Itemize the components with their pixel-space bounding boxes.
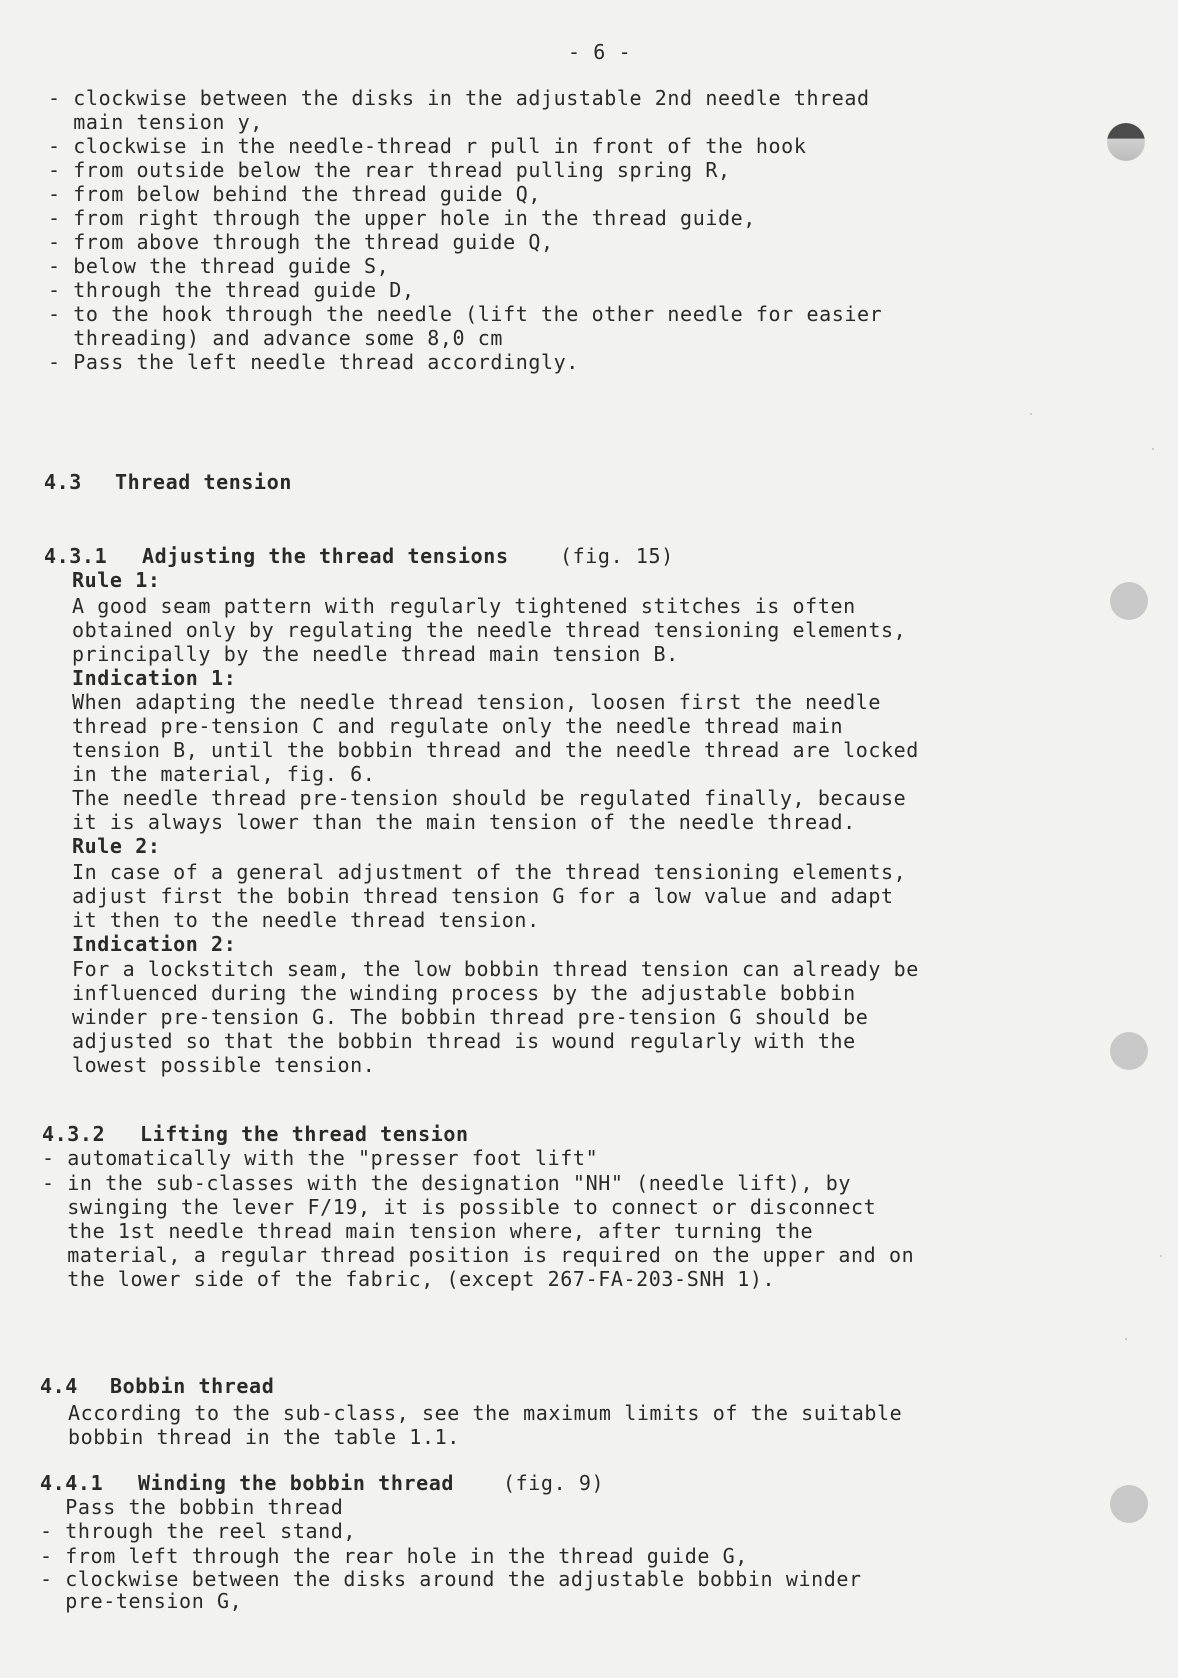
subsection-title: Lifting the thread tension — [140, 1122, 469, 1146]
list-item: - clockwise between the disks in the adjustable 2nd needle thread — [48, 86, 870, 110]
punch-hole — [1110, 582, 1148, 620]
section-number: 4.4 — [40, 1374, 78, 1398]
list-item: - to the hook through the needle (lift the other needle for easier — [48, 302, 883, 326]
paragraph-line: adjusted so that the bobbin thread is wound regularly with the — [72, 1029, 856, 1053]
indication-label: Indication 1: — [72, 666, 237, 690]
list-item: - from below behind the thread guide Q, — [48, 182, 541, 206]
list-item: - from above through the thread guide Q, — [48, 230, 554, 254]
list-item: threading) and advance some 8,0 cm — [48, 326, 504, 350]
page-number: - 6 - — [568, 40, 632, 64]
subsection-number: 4.3.1 — [44, 544, 108, 568]
paragraph-line: principally by the needle thread main tension B. — [72, 642, 679, 666]
paragraph-line: influenced during the winding process by the adjustable bobbin — [72, 981, 856, 1005]
list-item: - in the sub-classes with the designation "NH" (needle lift), by — [42, 1171, 852, 1195]
speck — [1125, 1338, 1127, 1340]
rule-label: Rule 2: — [72, 834, 161, 858]
paragraph-line: When adapting the needle thread tension, loosen first the needle — [72, 690, 882, 714]
figure-reference: (fig. 15) — [560, 544, 674, 568]
list-item: the 1st needle thread main tension where, after turning the — [42, 1219, 814, 1243]
paragraph-line: winder pre-tension G. The bobbin thread pre-tension G should be — [72, 1005, 869, 1029]
subsection-title: Winding the bobbin thread — [138, 1471, 455, 1495]
list-item: material, a regular thread position is required on the upper and on — [42, 1243, 915, 1267]
list-item: - below the thread guide S, — [48, 254, 390, 278]
section-title: Bobbin thread — [110, 1374, 275, 1398]
punch-hole — [1110, 1032, 1148, 1070]
indication-label: Indication 2: — [72, 932, 237, 956]
list-item: - through the thread guide D, — [48, 278, 415, 302]
paragraph-line: in the material, fig. 6. — [72, 762, 376, 786]
speck — [1030, 413, 1032, 415]
punch-hole-top — [1107, 123, 1145, 161]
paragraph-line: lowest possible tension. — [72, 1053, 376, 1077]
figure-reference: (fig. 9) — [503, 1471, 605, 1495]
subsection-title: Adjusting the thread tensions — [142, 544, 509, 568]
paragraph-line: tension B, until the bobbin thread and the needle thread are locked — [72, 738, 919, 762]
rule-label: Rule 1: — [72, 568, 161, 592]
list-item: swinging the lever F/19, it is possible to connect or disconnect — [42, 1195, 877, 1219]
paragraph-line: According to the sub-class, see the maximum limits of the suitable — [68, 1401, 903, 1425]
list-item: - from outside below the rear thread pulling spring R, — [48, 158, 731, 182]
paragraph-line: thread pre-tension C and regulate only the needle thread main — [72, 714, 844, 738]
list-item: - from right through the upper hole in the thread guide, — [48, 206, 756, 230]
subsection-number: 4.3.2 — [42, 1122, 106, 1146]
section-number: 4.3 — [44, 470, 82, 494]
list-item: - clockwise between the disks around the adjustable bobbin winder — [40, 1567, 862, 1591]
list-item: main tension y, — [48, 110, 263, 134]
list-item: - from left through the rear hole in the thread guide G, — [40, 1544, 748, 1568]
paragraph-line: In case of a general adjustment of the thread tensioning elements, — [72, 860, 907, 884]
paragraph-line: The needle thread pre-tension should be regulated finally, because — [72, 786, 907, 810]
list-item: - through the reel stand, — [40, 1519, 357, 1543]
subsection-number: 4.4.1 — [40, 1471, 104, 1495]
paragraph-line: it is always lower than the main tension of the needle thread. — [72, 810, 856, 834]
paragraph-line: adjust first the bobin thread tension G for a low value and adapt — [72, 884, 894, 908]
paragraph-line: For a lockstitch seam, the low bobbin thread tension can already be — [72, 957, 919, 981]
list-item: - Pass the left needle thread accordingly. — [48, 350, 579, 374]
speck — [1160, 1255, 1162, 1257]
list-item: the lower side of the fabric, (except 267-FA-203-SNH 1). — [42, 1267, 776, 1291]
paragraph-line: A good seam pattern with regularly tightened stitches is often — [72, 594, 856, 618]
paragraph-line: bobbin thread in the table 1.1. — [68, 1425, 460, 1449]
speck — [1152, 448, 1154, 450]
list-item: - clockwise in the needle-thread r pull in front of the hook — [48, 134, 807, 158]
paragraph-line: obtained only by regulating the needle thread tensioning elements, — [72, 618, 907, 642]
punch-hole — [1110, 1485, 1148, 1523]
list-item: pre-tension G, — [40, 1589, 243, 1613]
list-item: - automatically with the "presser foot lift" — [42, 1146, 599, 1170]
paragraph-line: it then to the needle thread tension. — [72, 908, 540, 932]
list-item: Pass the bobbin thread — [40, 1495, 344, 1519]
section-title: Thread tension — [115, 470, 292, 494]
